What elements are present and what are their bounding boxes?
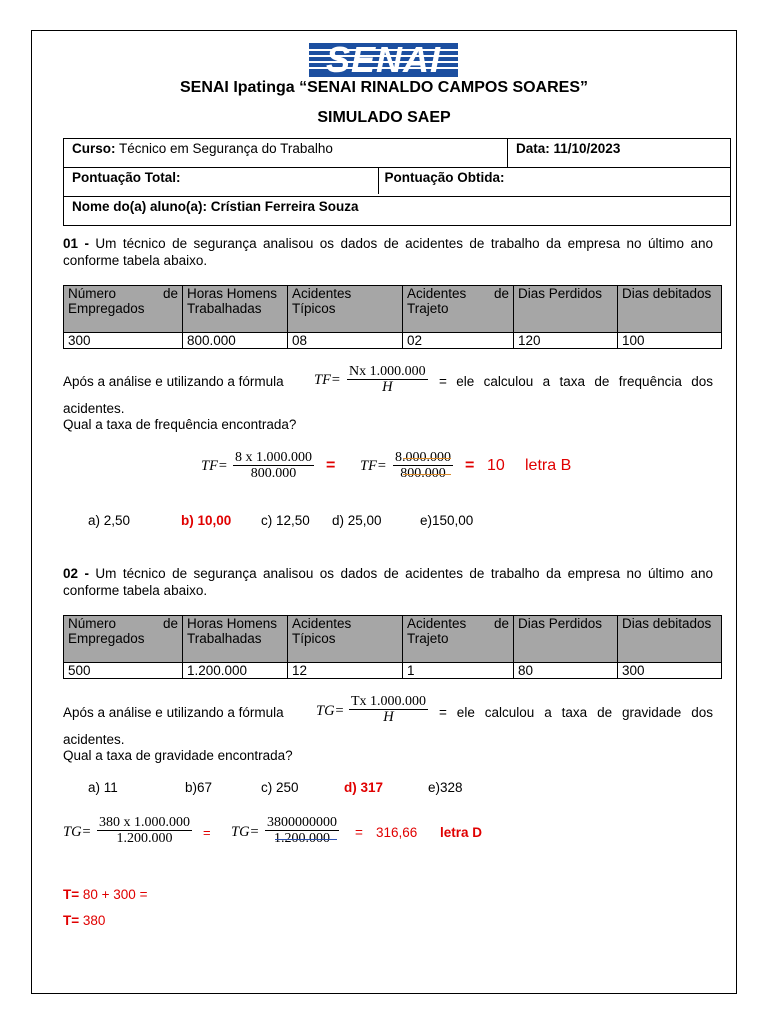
q2-statement (63, 565, 713, 582)
school-title: SENAI Ipatinga “SENAI RINALDO CAMPOS SOARES” (179, 79, 589, 96)
q1-calc2-den: 800.000 (393, 466, 453, 481)
curso-value: Técnico em Segurança do Trabalho (119, 141, 333, 156)
q1-calc2-lhs: TF= (360, 458, 387, 474)
q2-t-line1-value: 80 + 300 = (79, 887, 148, 902)
q1-th-4: Dias Perdidos (514, 286, 618, 333)
pontuacao-total-label: Pontuação Total: (72, 170, 181, 185)
q2-statement2: conforme tabela abaixo. (63, 583, 208, 598)
q1-td-0: 300 (64, 333, 183, 349)
q1-statement-text: Um técnico de segurança analisou os dados de acidentes de trabalho da empresa no último ano (95, 236, 713, 251)
q1-after-1: Após a análise e utilizando a fórmula (63, 374, 284, 389)
q2-t-line1 (63, 887, 147, 902)
logo-text: SENAI (325, 43, 442, 77)
q2-table (63, 615, 722, 679)
q1-td-3: 02 (403, 333, 514, 349)
q2-td-1: 1.200.000 (183, 663, 288, 679)
q2-options (88, 780, 508, 798)
q1-calc2-num: 8.000.000 (395, 450, 451, 465)
q1-option-a: a) 2,50 (88, 513, 131, 528)
q1-formula-fraction (347, 364, 428, 395)
q2-td-2: 12 (288, 663, 403, 679)
q2-t-line1-label: T= (63, 887, 80, 902)
q2-th-0: Número de Empregados (64, 616, 183, 663)
q2-calc2-lhs: TG= (231, 824, 260, 840)
q2-t-line2 (63, 913, 105, 928)
q2-calc2-den: 1.200.000 (265, 831, 339, 846)
curso-cell (64, 139, 508, 168)
q2-calc-eq2: = (355, 825, 363, 840)
q2-option-c: c) 250 (261, 780, 299, 795)
q1-options (88, 513, 508, 531)
q1-calc-num: 8 x 1.000.000 (235, 450, 312, 465)
q2-td-4: 80 (514, 663, 618, 679)
q2-formula-lhs: TG= (316, 703, 345, 719)
q1-formula-lhs: TF= (314, 372, 341, 388)
q1-th-5: Dias debitados (618, 286, 722, 333)
q2-question: Qual a taxa de gravidade encontrada? (63, 748, 293, 763)
nome-cell (64, 197, 731, 226)
q1-statement (63, 235, 713, 252)
q1-calc-eq2: = (465, 457, 475, 474)
q1-option-b: b) 10,00 (181, 513, 232, 528)
curso-label: Curso: (72, 141, 116, 156)
q2-formula-den: H (383, 709, 394, 725)
q1-td-2: 08 (288, 333, 403, 349)
header-table (63, 138, 731, 226)
q2-formula-fraction (349, 694, 428, 725)
q2-option-d: d) 317 (344, 780, 384, 795)
q2-th-5: Dias debitados (618, 616, 722, 663)
q2-calc-num: 380 x 1.000.000 (99, 815, 190, 830)
pontuacao-obtida-label: Pontuação Obtida: (384, 170, 505, 185)
q2-td-0: 500 (64, 663, 183, 679)
nome-label: Nome do(a) aluno(a): Crístian Ferreira Souza (72, 199, 359, 214)
q2-after-2: = ele calculou a taxa de gravidade dos (439, 705, 713, 720)
q2-t-line2-value: 380 (79, 913, 106, 928)
q1-th-0: Número de Empregados (64, 286, 183, 333)
q1-th-3: Acidentes de Trajeto (403, 286, 514, 333)
q2-option-a: a) 11 (88, 780, 118, 795)
q2-formula-num: Tx 1.000.000 (351, 694, 427, 709)
q1-calc-lhs: TF= (201, 458, 228, 474)
q1-after-3: acidentes. (63, 401, 125, 416)
q2-calculation (63, 815, 523, 851)
q2-option-e: e)328 (428, 780, 463, 795)
q2-calc-eq1: = (203, 825, 211, 840)
data-cell (508, 139, 731, 168)
q1-calculation (201, 450, 621, 486)
q2-option-b: b)67 (185, 780, 213, 795)
q2-th-3: Acidentes de Trajeto (403, 616, 514, 663)
q1-td-5: 100 (618, 333, 722, 349)
q1-calc-eq1: = (326, 457, 336, 474)
q2-th-4: Dias Perdidos (514, 616, 618, 663)
q2-td-3: 1 (403, 663, 514, 679)
q1-statement2: conforme tabela abaixo. (63, 253, 208, 268)
q1-calc2-fraction (393, 450, 453, 481)
q2-calc-fraction (97, 815, 192, 846)
q1-after-2: = ele calculou a taxa de frequência dos (439, 374, 713, 389)
q1-th-2: Acidentes Típicos (288, 286, 403, 333)
q1-calc-answer: letra B (525, 457, 572, 474)
q2-th-1: Horas Homens Trabalhadas (183, 616, 288, 663)
q1-table (63, 285, 722, 349)
q1-td-4: 120 (514, 333, 618, 349)
q1-th-1: Horas Homens Trabalhadas (183, 286, 288, 333)
q1-td-1: 800.000 (183, 333, 288, 349)
q2-after-3: acidentes. (63, 732, 125, 747)
q2-calc-result: 316,66 (376, 825, 418, 840)
q2-calc2-num: 3800000000 (267, 815, 337, 830)
q1-calc-den: 800.000 (250, 466, 297, 481)
q1-formula-num: Nx 1.000.000 (349, 364, 426, 379)
q2-number: 02 - (63, 566, 89, 581)
q1-option-e: e)150,00 (420, 513, 474, 528)
q1-calc-result: 10 (487, 457, 505, 474)
q2-statement-text: Um técnico de segurança analisou os dados de acidentes de trabalho da empresa no último ano (95, 566, 713, 581)
q1-number: 01 - (63, 236, 89, 251)
q1-formula-den: H (382, 379, 393, 395)
q2-th-2: Acidentes Típicos (288, 616, 403, 663)
q2-td-5: 300 (618, 663, 722, 679)
q1-calc-fraction (233, 450, 314, 481)
q1-option-d: d) 25,00 (332, 513, 382, 528)
q2-calc-answer: letra D (440, 825, 483, 840)
q1-formula-line (63, 364, 713, 400)
q1-question: Qual a taxa de frequência encontrada? (63, 417, 297, 432)
senai-logo (309, 43, 458, 77)
exam-title: SIMULADO SAEP (317, 109, 451, 126)
pontuacao-obtida-cell (384, 168, 731, 197)
q2-formula-line (63, 694, 713, 730)
data-label: Data: 11/10/2023 (516, 141, 621, 156)
q2-calc2-fraction (265, 815, 339, 846)
q2-t-line2-label: T= (63, 913, 80, 928)
q2-calc-den: 1.200.000 (116, 831, 173, 846)
q2-calc-lhs: TG= (63, 824, 92, 840)
q1-option-c: c) 12,50 (261, 513, 310, 528)
q2-after-1: Após a análise e utilizando a fórmula (63, 705, 284, 720)
